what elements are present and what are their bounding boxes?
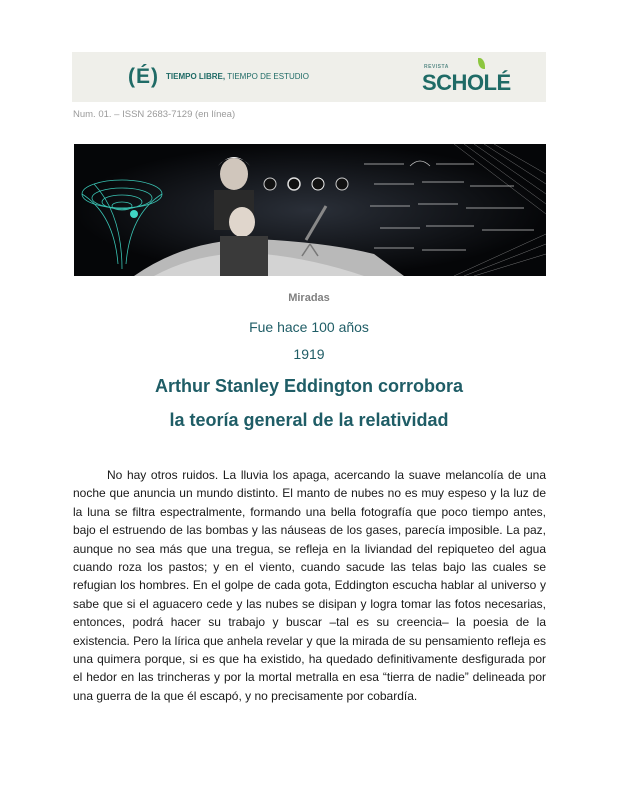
brand-tagline-light: TIEMPO DE ESTUDIO <box>225 72 309 81</box>
article-title-line-2: la teoría general de la relatividad <box>169 410 449 430</box>
article-title-line-1: Arthur Stanley Eddington corrobora <box>154 376 463 396</box>
journal-logo: SCHOLÉ <box>422 70 511 95</box>
brand-tagline-bold: TIEMPO LIBRE, <box>166 72 226 81</box>
year-heading: 1919 <box>293 346 325 362</box>
subtitle: Fue hace 100 años <box>249 319 369 335</box>
hero-image <box>74 144 546 276</box>
journal-header <box>72 52 546 102</box>
body-paragraph: No hay otros ruidos. La lluvia los apaga, acercando la suave melancolía de una noche que anuncia un mundo distinto. El manto de nubes no es muy espeso y la luz de la luna se filtra espectralmente, formando una bella fotografía que poco tiempo antes, bajo el estruendo de las bombas y las náuseas de los gases, parecía imposible. La paz, aunque no sea más que una tregua, se refleja en la liviandad del repiqueteo del agua cuando roza los pastos; y en el viento, cuando sacude las telas bajo las cuales se refugian los hombres. En el golpe de cada gota, Eddington escucha hablar al universo y sabe que si el aguacero cede y las nubes se disipan y logra tomar las fotos necesarias, entonces, podrá hacer su trabajo y buscar –tal es su creencia– la poesia de la existencia. Pero la lírica que anhela revelar y que la mirada de su pensamiento refleja es una quimera porque, si es que ha existido, ha quedado definitivamente desfigurada por el hedor en las trincheras y por la mortal metralla en esa “tierra de nadie” delineada por una guerra de la que él escapó, y no precisamente por cobardía. <box>73 468 546 703</box>
brand-tagline <box>166 72 309 81</box>
issn-line: Num. 01. – ISSN 2683-7129 (en línea) <box>73 109 236 120</box>
brand-logo-mark: (É) <box>128 65 159 88</box>
revista-label: REVISTA <box>424 64 449 70</box>
leaf-icon <box>478 58 485 69</box>
section-label: Miradas <box>288 292 330 304</box>
portrait-collage-icon <box>74 144 546 276</box>
